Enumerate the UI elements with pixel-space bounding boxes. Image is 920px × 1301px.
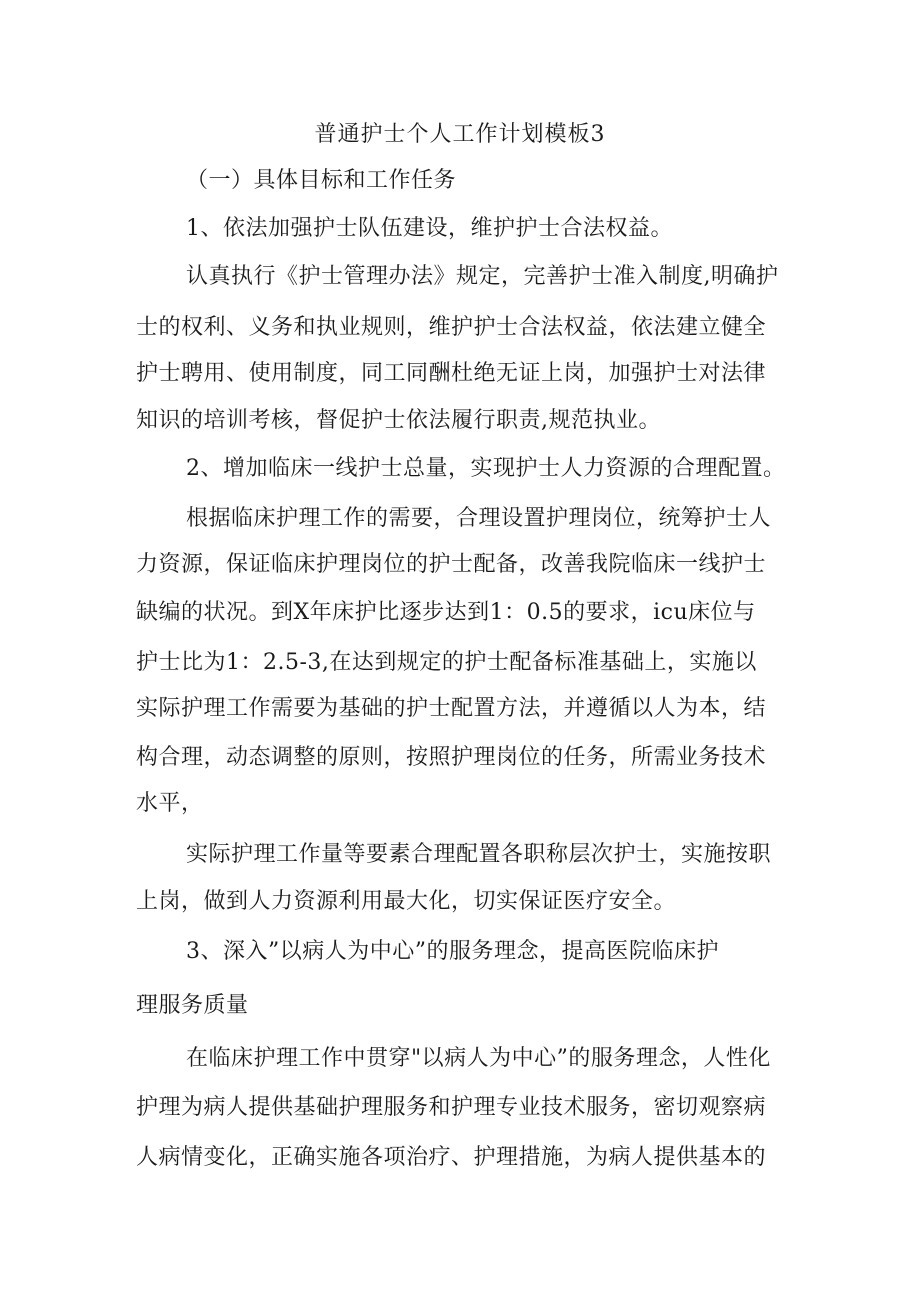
item3-line-2: 护理为病人提供基础护理服务和护理专业技术服务，密切观察病 [136,1095,767,1120]
document-title: 普通护士个人工作计划模板3 [314,122,606,147]
item2-line-3: 缺编的状况。到X年床护比逐步达到1：0.5的要求，icu床位与 [136,600,756,625]
item1-line-1: 认真执行《护士管理办法》规定，完善护士准入制度,明确护 [186,264,779,289]
item3-line-1: 在临床护理工作中贯穿"以病人为中心”的服务理念，人性化 [186,1046,771,1071]
item2-line-5: 实际护理工作需要为基础的护士配置方法，并遵循以人为本，结 [136,696,767,721]
section-heading: （一）具体目标和工作任务 [186,168,457,193]
item1-line-3: 护士聘用、使用制度，同工同酬杜绝无证上岗，加强护士对法律 [136,361,767,386]
item2-heading: 2、增加临床一线护士总量，实现护士人力资源的合理配置。 [186,456,786,481]
item3-heading-line-2: 理服务质量 [136,993,249,1018]
item3-line-3: 人病情变化，正确实施各项治疗、护理措施，为病人提供基本的 [136,1145,767,1170]
item1-line-2: 士的权利、义务和执业规则，维护护士合法权益，依法建立健全 [136,315,767,340]
item2-para2-line-1: 实际护理工作量等要素合理配置各职称层次护士，实施按职 [186,842,772,867]
item1-heading: 1、依法加强护士队伍建设，维护护士合法权益。 [186,216,673,241]
item2-para2-line-2: 上岗，做到人力资源利用最大化，切实保证医疗安全。 [136,889,677,914]
item2-line-4: 护士比为1：2.5-3,在达到规定的护士配备标准基础上，实施以 [136,650,757,675]
item2-line-1: 根据临床护理工作的需要，合理设置护理岗位，统筹护士人 [186,506,772,531]
item2-line-6: 构合理，动态调整的原则，按照护理岗位的任务，所需业务技术 [136,745,767,770]
item2-line-2: 力资源，保证临床护理岗位的护士配备，改善我院临床一线护士 [136,552,767,577]
item3-heading-line-1: 3、深入”以病人为中心”的服务理念，提高医院临床护 [186,939,719,964]
item1-line-4: 知识的培训考核，督促护士依法履行职责,规范执业。 [136,408,661,433]
item2-line-7: 水平， [136,791,204,816]
